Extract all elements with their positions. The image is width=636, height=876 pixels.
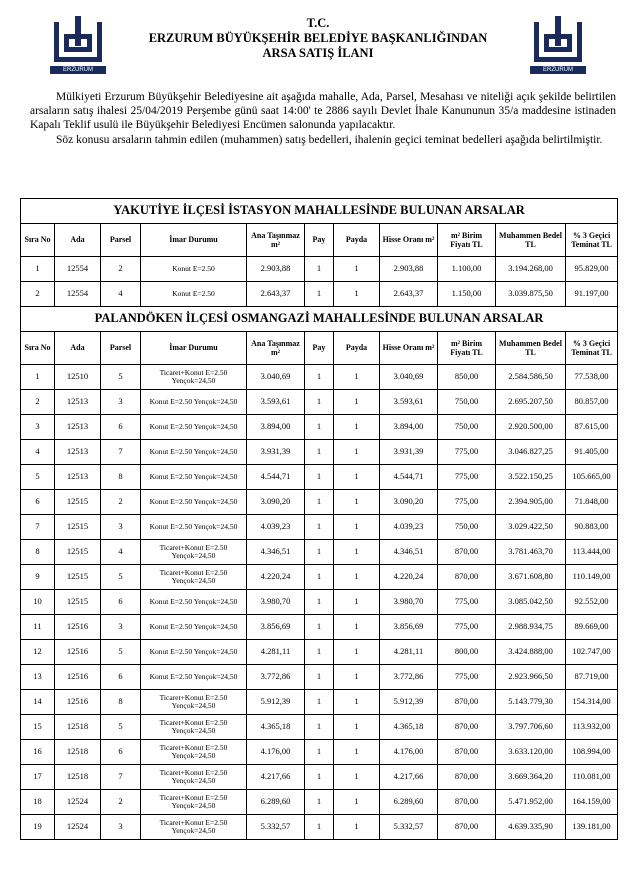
table-row	[21, 715, 618, 740]
table-cell: 8	[21, 540, 55, 565]
table-cell: 3.194.268,00	[496, 257, 566, 282]
table-cell: 4.220,24	[247, 565, 305, 590]
column-header: Sıra No	[21, 332, 55, 365]
table-cell: Konut E=2.50	[141, 257, 247, 282]
table-cell: 2.903,88	[380, 257, 438, 282]
table-cell: 4.544,71	[380, 465, 438, 490]
table-cell: 3.040,69	[247, 365, 305, 390]
erzurum-logo-icon	[530, 14, 586, 66]
table-cell: 12513	[55, 465, 101, 490]
table-cell: 5	[21, 465, 55, 490]
column-header-row	[21, 224, 618, 257]
column-header: m² Birim Fiyatı TL	[438, 332, 496, 365]
table-cell: 12513	[55, 440, 101, 465]
table-cell: 6	[101, 415, 141, 440]
table-cell: 3.522.150,25	[496, 465, 566, 490]
table-cell: 4.365,18	[380, 715, 438, 740]
table-cell: 870,00	[438, 540, 496, 565]
table-cell: 1.100,00	[438, 257, 496, 282]
column-header: % 3 Geçici Teminat TL	[566, 224, 618, 257]
table-cell: 870,00	[438, 790, 496, 815]
table-cell: 105.665,00	[566, 465, 618, 490]
table-cell: 1	[305, 790, 334, 815]
table-cell: 8	[101, 465, 141, 490]
table-cell: Konut E=2.50 Yençok=24,50	[141, 665, 247, 690]
table-cell: 3.040,69	[380, 365, 438, 390]
table-cell: 4.039,23	[247, 515, 305, 540]
table-cell: Konut E=2.50 Yençok=24,50	[141, 590, 247, 615]
table-cell: 4.346,51	[380, 540, 438, 565]
table-cell: Konut E=2.50 Yençok=24,50	[141, 490, 247, 515]
table-cell: 3	[21, 415, 55, 440]
table-cell: 12513	[55, 390, 101, 415]
table-cell: 2.643,37	[247, 282, 305, 307]
table-cell: 1	[305, 282, 334, 307]
table-row	[21, 490, 618, 515]
column-header: Parsel	[101, 332, 141, 365]
table-cell: 1	[334, 490, 380, 515]
table-row	[21, 615, 618, 640]
table-cell: 92.552,00	[566, 590, 618, 615]
table-cell: 113.444,00	[566, 540, 618, 565]
title-municipality: ERZURUM BÜYÜKŞEHİR BELEDİYE BAŞKANLIĞINDAN	[148, 31, 488, 45]
logo-caption: ERZURUM	[50, 66, 106, 74]
erzurum-logo-icon	[50, 14, 106, 66]
table-cell: 12518	[55, 740, 101, 765]
table-cell: 4.220,24	[380, 565, 438, 590]
table-cell: 89.669,00	[566, 615, 618, 640]
table-cell: 1	[334, 790, 380, 815]
table-cell: 5.912,39	[247, 690, 305, 715]
table-cell: 2.903,88	[247, 257, 305, 282]
table-row	[21, 665, 618, 690]
intro-paragraph-1: Mülkiyeti Erzurum Büyükşehir Belediyesine ait aşağıda mahalle, Ada, Parsel, Mesahası ve niteliği açık şekilde belirtilen arsaların satış ihalesi 25/04/2019 Perşembe günü saat 14:00' te 2886 sayılı Devlet İhale Kanununun 35/a maddesine istinaden Kapalı Teklif usulü ile Büyükşehir Belediyesi Encümen salonunda yapılacaktır.	[30, 91, 616, 132]
table-row	[21, 640, 618, 665]
table-cell: 1	[305, 465, 334, 490]
table-cell: 5.332,57	[380, 815, 438, 840]
table-cell: 6.289,60	[380, 790, 438, 815]
table-cell: 3.772,86	[247, 665, 305, 690]
table-cell: 4.039,23	[380, 515, 438, 540]
table-cell: 12513	[55, 415, 101, 440]
table-cell: 13	[21, 665, 55, 690]
table-cell: 1	[334, 665, 380, 690]
table-cell: 870,00	[438, 765, 496, 790]
table-cell: 1	[305, 490, 334, 515]
table-cell: Ticaret+Konut E=2.50 Yençok=24,50	[141, 540, 247, 565]
table-cell: 4	[21, 440, 55, 465]
table-cell: 12516	[55, 615, 101, 640]
table-cell: 154.314,00	[566, 690, 618, 715]
column-header: Pay	[305, 332, 334, 365]
table-cell: 87.719,00	[566, 665, 618, 690]
table-cell: 17	[21, 765, 55, 790]
table-cell: 1	[334, 440, 380, 465]
table-cell: 5.143.779,30	[496, 690, 566, 715]
table-row	[21, 365, 618, 390]
table-cell: 3.931,39	[247, 440, 305, 465]
section-title: YAKUTİYE İLÇESİ İSTASYON MAHALLESİNDE BULUNAN ARSALAR	[21, 199, 618, 224]
table-cell: 2.584.586,50	[496, 365, 566, 390]
table-cell: Konut E=2.50 Yençok=24,50	[141, 440, 247, 465]
table-cell: 14	[21, 690, 55, 715]
table-cell: 1	[334, 690, 380, 715]
table-cell: Ticaret+Konut E=2.50 Yençok=24,50	[141, 815, 247, 840]
column-header: Ada	[55, 224, 101, 257]
column-header: Muhammen Bedel TL	[496, 224, 566, 257]
table-row	[21, 540, 618, 565]
table-cell: 6	[101, 665, 141, 690]
table-cell: 80.857,00	[566, 390, 618, 415]
municipality-logo-left	[50, 14, 106, 74]
table-cell: 1	[334, 740, 380, 765]
table-cell: 1.150,00	[438, 282, 496, 307]
table-cell: Ticaret+Konut E=2.50 Yençok=24,50	[141, 715, 247, 740]
table-row	[21, 390, 618, 415]
table-cell: 1	[21, 365, 55, 390]
table-cell: 1	[334, 815, 380, 840]
table-cell: 1	[334, 282, 380, 307]
table-cell: 4	[101, 540, 141, 565]
table-cell: 4.176,00	[380, 740, 438, 765]
table-cell: 10	[21, 590, 55, 615]
table-cell: 870,00	[438, 690, 496, 715]
table-cell: 1	[334, 365, 380, 390]
table-cell: 1	[334, 415, 380, 440]
table-cell: 16	[21, 740, 55, 765]
table-cell: 750,00	[438, 415, 496, 440]
table-cell: 3	[101, 515, 141, 540]
table-cell: 1	[334, 715, 380, 740]
column-header: % 3 Geçici Teminat TL	[566, 332, 618, 365]
table-cell: 3.856,69	[247, 615, 305, 640]
table-cell: 3.781.463,70	[496, 540, 566, 565]
table-cell: 775,00	[438, 665, 496, 690]
table-cell: 1	[334, 257, 380, 282]
table-cell: 5	[101, 715, 141, 740]
table-cell: 6.289,60	[247, 790, 305, 815]
table-cell: 1	[334, 765, 380, 790]
table-cell: 1	[305, 740, 334, 765]
table-cell: 18	[21, 790, 55, 815]
table-cell: 12524	[55, 790, 101, 815]
table-row	[21, 690, 618, 715]
table-cell: 2	[101, 790, 141, 815]
table-cell: 1	[305, 365, 334, 390]
table-cell: 12515	[55, 565, 101, 590]
table-cell: 1	[334, 640, 380, 665]
intro-paragraph-2: Söz konusu arsaların tahmin edilen (muhammen) satış bedelleri, ihalenin geçici teminat bedelleri aşağıda belirtilmiştir.	[56, 133, 603, 146]
table-cell: Konut E=2.50 Yençok=24,50	[141, 515, 247, 540]
table-row	[21, 257, 618, 282]
table-cell: 1	[305, 640, 334, 665]
table-cell: 12524	[55, 815, 101, 840]
table-cell: 3	[101, 615, 141, 640]
table-cell: 7	[101, 440, 141, 465]
table-cell: 4.346,51	[247, 540, 305, 565]
table-cell: 6	[101, 740, 141, 765]
table-cell: 12510	[55, 365, 101, 390]
table-cell: Ticaret+Konut E=2.50 Yençok=24,50	[141, 365, 247, 390]
table-cell: 12516	[55, 665, 101, 690]
table-cell: Konut E=2.50 Yençok=24,50	[141, 465, 247, 490]
table-cell: 71.848,00	[566, 490, 618, 515]
table-cell: 2.695.207,50	[496, 390, 566, 415]
table-cell: 108.994,00	[566, 740, 618, 765]
table-cell: 3.931,39	[380, 440, 438, 465]
intro-text	[30, 90, 616, 147]
table-cell: 139.181,00	[566, 815, 618, 840]
table-cell: 3.593,61	[380, 390, 438, 415]
title-tc: T.C.	[306, 16, 330, 30]
municipality-logo-right	[530, 14, 586, 74]
table-row	[21, 515, 618, 540]
table-cell: 3.424.888,00	[496, 640, 566, 665]
table-cell: 1	[305, 590, 334, 615]
table-cell: 110.149,00	[566, 565, 618, 590]
table-cell: 11	[21, 615, 55, 640]
section-title: PALANDÖKEN İLÇESİ OSMANGAZİ MAHALLESİNDE BULUNAN ARSALAR	[21, 307, 618, 332]
table-row	[21, 565, 618, 590]
table-row	[21, 415, 618, 440]
table-cell: Ticaret+Konut E=2.50 Yençok=24,50	[141, 740, 247, 765]
table-cell: 3.772,86	[380, 665, 438, 690]
table-cell: 7	[21, 515, 55, 540]
section-title-row	[21, 199, 618, 224]
table-row	[21, 465, 618, 490]
table-cell: Ticaret+Konut E=2.50 Yençok=24,50	[141, 565, 247, 590]
table-cell: 12515	[55, 540, 101, 565]
table-cell: 750,00	[438, 515, 496, 540]
table-cell: 6	[101, 590, 141, 615]
table-cell: 102.747,00	[566, 640, 618, 665]
table-cell: 775,00	[438, 615, 496, 640]
table-cell: 1	[334, 515, 380, 540]
table-row	[21, 815, 618, 840]
table-cell: 2.923.966,50	[496, 665, 566, 690]
table-cell: 1	[305, 390, 334, 415]
table-cell: 4.544,71	[247, 465, 305, 490]
table-cell: 4	[101, 282, 141, 307]
table-cell: Konut E=2.50 Yençok=24,50	[141, 415, 247, 440]
table-cell: 2.920.500,00	[496, 415, 566, 440]
table-cell: 3.085.042,50	[496, 590, 566, 615]
column-header-row	[21, 332, 618, 365]
logo-caption: ERZURUM	[530, 66, 586, 74]
table-cell: 1	[305, 665, 334, 690]
table-cell: 1	[305, 257, 334, 282]
land-sale-table	[20, 198, 618, 840]
table-cell: Konut E=2.50	[141, 282, 247, 307]
table-cell: 1	[305, 765, 334, 790]
title-announcement: ARSA SATIŞ İLANI	[262, 46, 374, 60]
table-cell: 870,00	[438, 715, 496, 740]
table-cell: 1	[305, 515, 334, 540]
section-title-row	[21, 307, 618, 332]
table-cell: 12516	[55, 640, 101, 665]
table-cell: 1	[334, 465, 380, 490]
table-cell: 3.894,00	[380, 415, 438, 440]
table-cell: 3.671.608,80	[496, 565, 566, 590]
table-cell: 1	[305, 815, 334, 840]
table-cell: 3.090,20	[380, 490, 438, 515]
table-cell: 113.932,00	[566, 715, 618, 740]
table-cell: 1	[305, 565, 334, 590]
table-cell: 3.980,70	[247, 590, 305, 615]
table-cell: 870,00	[438, 815, 496, 840]
table-cell: 110.081,00	[566, 765, 618, 790]
table-cell: 4.281,11	[247, 640, 305, 665]
table-cell: 775,00	[438, 465, 496, 490]
table-row	[21, 740, 618, 765]
table-cell: 5.332,57	[247, 815, 305, 840]
table-cell: 1	[334, 540, 380, 565]
table-cell: 4.217,66	[247, 765, 305, 790]
table-cell: 12516	[55, 690, 101, 715]
table-cell: 8	[101, 690, 141, 715]
table-cell: 3.029.422,50	[496, 515, 566, 540]
table-cell: 1	[334, 590, 380, 615]
table-cell: 91.405,00	[566, 440, 618, 465]
column-header: Ana Taşınmaz m²	[247, 332, 305, 365]
table-row	[21, 282, 618, 307]
table-cell: 1	[334, 615, 380, 640]
table-cell: 3.669.364,20	[496, 765, 566, 790]
table-cell: 1	[305, 690, 334, 715]
column-header: Payda	[334, 332, 380, 365]
table-cell: 850,00	[438, 365, 496, 390]
table-cell: Ticaret+Konut E=2.50 Yençok=24,50	[141, 765, 247, 790]
table-cell: 5.471.952,00	[496, 790, 566, 815]
table-cell: 1	[305, 615, 334, 640]
table-cell: 12515	[55, 490, 101, 515]
table-cell: 1	[334, 565, 380, 590]
column-header: m² Birim Fiyatı TL	[438, 224, 496, 257]
table-cell: 12518	[55, 715, 101, 740]
table-row	[21, 440, 618, 465]
table-cell: 19	[21, 815, 55, 840]
table-cell: 5.912,39	[380, 690, 438, 715]
column-header: İmar Durumu	[141, 332, 247, 365]
table-cell: 2	[101, 490, 141, 515]
table-cell: 775,00	[438, 490, 496, 515]
table-cell: 1	[305, 415, 334, 440]
table-cell: 4.365,18	[247, 715, 305, 740]
column-header: Pay	[305, 224, 334, 257]
table-cell: 3.046.827,25	[496, 440, 566, 465]
table-cell: 1	[21, 257, 55, 282]
column-header: Ana Taşınmaz m²	[247, 224, 305, 257]
table-cell: 4.176,00	[247, 740, 305, 765]
table-cell: 90.883,00	[566, 515, 618, 540]
table-cell: 5	[101, 640, 141, 665]
table-cell: 2.988.934,75	[496, 615, 566, 640]
table-cell: Ticaret+Konut E=2.50 Yençok=24,50	[141, 790, 247, 815]
table-cell: 870,00	[438, 740, 496, 765]
table-cell: 3.894,00	[247, 415, 305, 440]
table-cell: 6	[21, 490, 55, 515]
table-cell: 775,00	[438, 590, 496, 615]
table-cell: 164.159,00	[566, 790, 618, 815]
table-cell: 2	[21, 282, 55, 307]
table-cell: 95.829,00	[566, 257, 618, 282]
column-header: Payda	[334, 224, 380, 257]
table-cell: 3.797.706,60	[496, 715, 566, 740]
column-header: Ada	[55, 332, 101, 365]
table-cell: Konut E=2.50 Yençok=24,50	[141, 390, 247, 415]
table-cell: 2	[21, 390, 55, 415]
table-cell: 4.639.335,90	[496, 815, 566, 840]
table-cell: 15	[21, 715, 55, 740]
table-row	[21, 765, 618, 790]
table-cell: 12	[21, 640, 55, 665]
table-cell: 3	[101, 815, 141, 840]
table-cell: 7	[101, 765, 141, 790]
column-header: Muhammen Bedel TL	[496, 332, 566, 365]
table-cell: 2.643,37	[380, 282, 438, 307]
table-cell: 91.197,00	[566, 282, 618, 307]
column-header: Hisse Oranı m²	[380, 332, 438, 365]
table-cell: 12515	[55, 515, 101, 540]
table-cell: 3.593,61	[247, 390, 305, 415]
table-cell: 2	[101, 257, 141, 282]
table-cell: 800,00	[438, 640, 496, 665]
table-cell: 9	[21, 565, 55, 590]
table-cell: 87.615,00	[566, 415, 618, 440]
table-cell: 3.090,20	[247, 490, 305, 515]
table-cell: 775,00	[438, 440, 496, 465]
table-cell: 3.856,69	[380, 615, 438, 640]
header-titles	[110, 16, 526, 61]
table-cell: 5	[101, 565, 141, 590]
table-cell: 3.633.120,00	[496, 740, 566, 765]
table-cell: 77.538,00	[566, 365, 618, 390]
table-cell: 4.281,11	[380, 640, 438, 665]
table-cell: 2.394.905,00	[496, 490, 566, 515]
table-cell: 3.039.875,50	[496, 282, 566, 307]
table-cell: 3	[101, 390, 141, 415]
table-cell: 5	[101, 365, 141, 390]
table-row	[21, 790, 618, 815]
table-cell: 3.980,70	[380, 590, 438, 615]
table-cell: 870,00	[438, 565, 496, 590]
table-cell: 12515	[55, 590, 101, 615]
column-header: İmar Durumu	[141, 224, 247, 257]
table-cell: 12554	[55, 257, 101, 282]
table-cell: Ticaret+Konut E=2.50 Yençok=24,50	[141, 690, 247, 715]
table-cell: 750,00	[438, 390, 496, 415]
table-row	[21, 590, 618, 615]
table-cell: Konut E=2.50 Yençok=24,50	[141, 640, 247, 665]
table-cell: 1	[305, 440, 334, 465]
column-header: Hisse Oranı m²	[380, 224, 438, 257]
table-cell: 1	[305, 540, 334, 565]
table-cell: 12518	[55, 765, 101, 790]
table-cell: Konut E=2.50 Yençok=24,50	[141, 615, 247, 640]
table-cell: 1	[334, 390, 380, 415]
column-header: Parsel	[101, 224, 141, 257]
table-cell: 4.217,66	[380, 765, 438, 790]
table-cell: 1	[305, 715, 334, 740]
column-header: Sıra No	[21, 224, 55, 257]
table-cell: 12554	[55, 282, 101, 307]
document-header	[0, 0, 636, 80]
